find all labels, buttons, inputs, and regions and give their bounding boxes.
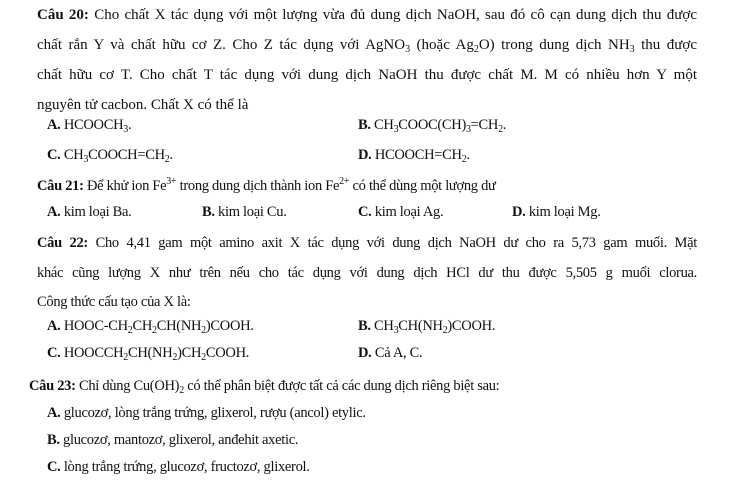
q22-stem-line-1: Câu 22: Cho 4,41 gam một amino axit X tác dụng với dung dịch NaOH dư cho ra 5,73 gam muối. Mặt (37, 235, 698, 251)
q21-option-d: D. kim loại Mg. (512, 204, 601, 220)
q22-stem-line-3: Công thức cấu tạo của X là: (37, 294, 191, 310)
q22-label: Câu 22: (37, 235, 88, 251)
q20-stem-line-2: chất rắn Y và chất hữu cơ Z. Cho Z tác dụng với AgNO$_3$ (hoặc $Ag_2O$) trong dung dịch $NH_3$ thu được (37, 37, 697, 55)
q21-option-a: A. kim loại Ba. (47, 204, 132, 220)
q23-label: Câu 23: (29, 378, 76, 394)
q21-option-c: C. kim loại Ag. (358, 204, 444, 220)
q21-stem: Câu 21: Để khử ion $Fe^{3+}$ trong dung dịch thành ion $Fe^{2+}$ có thể dùng một lượng dư (37, 176, 496, 194)
q23-stem: Câu 23: Chỉ dùng $Cu(OH)_2$ có thể phân biệt được tất cả các dung dịch riêng biệt sau: (29, 378, 500, 396)
q23-option-c: C. lòng trắng trứng, glucozơ, fructozơ, glixerol. (47, 459, 310, 475)
q20-stem-line-3: chất hữu cơ T. Cho chất T tác dụng với dung dịch NaOH thu được chất M. M có nhiều hơn Y một (37, 67, 697, 83)
q20-option-c: C. $CH_3COOCH=CH_2$. (47, 147, 173, 165)
q20-stem-line-4: nguyên tử cacbon. Chất X có thể là (37, 97, 249, 113)
q20-option-a: A. $HCOOCH_3$. (47, 117, 132, 135)
q22-stem-line-2: khác cũng lượng X như trên nếu cho tác dụng với dung dịch HCl dư thu được 5,505 g muối clorua. (37, 265, 697, 281)
q23-option-b: B. glucozơ, mantozơ, glixerol, anđehit axetic. (47, 432, 299, 448)
q21-option-b: B. kim loại Cu. (202, 204, 287, 220)
q22-option-d: D. Cả A, C. (358, 345, 423, 361)
q23-option-a: A. glucozơ, lòng trắng trứng, glixerol, rượu (ancol) etylic. (47, 405, 366, 421)
q21-label: Câu 21: (37, 178, 84, 194)
q20-option-d: D. $HCOOCH=CH_2$. (358, 147, 470, 165)
q22-option-b: B. $CH_3CH(NH_2)COOH$. (358, 318, 496, 336)
q20-option-b: B. $CH_3COOC(CH)_3=CH_2$. (358, 117, 507, 135)
q22-option-a: A. HOOC-$CH_2CH_2CH(NH_2)COOH$. (47, 318, 254, 336)
q20-label: Câu 20: (37, 7, 89, 23)
q20-stem-line-1: Câu 20: Cho chất X tác dụng với một lượng vừa đủ dung dịch NaOH, sau đó cô cạn dung dịch thu được (37, 7, 698, 23)
q22-option-c: C. $HOOCCH_2CH(NH_2)CH_2COOH$. (47, 345, 250, 363)
